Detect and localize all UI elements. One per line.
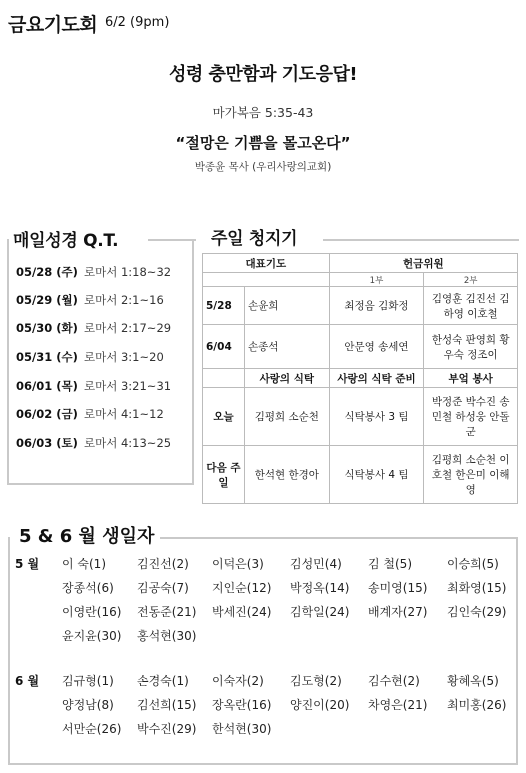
birthday-name: 이승희(5) [447, 557, 499, 571]
prayer-leader: 손종석 [244, 325, 329, 369]
offering-second: 김영훈 김진선 김하영 이호철 [424, 287, 518, 325]
kitchen-team: 김평희 소순천 이호철 한은미 이해영 [424, 446, 518, 504]
qt-verse: 로마서 3:1~20 [84, 350, 164, 364]
qt-row [16, 320, 171, 336]
qt-row [16, 264, 171, 280]
birthday-name: 서만순(26) [62, 722, 122, 736]
qt-row [16, 378, 171, 394]
page-title: 금요기도회 [8, 14, 98, 36]
birthday-name: 최화영(15) [447, 581, 507, 595]
qt-verse: 로마서 2:1~16 [84, 293, 164, 307]
sermon-reference: 마가복음 5:35-43 [212, 105, 314, 120]
qt-row [16, 435, 171, 451]
birthday-name: 김수현(2) [368, 674, 420, 688]
may-label: 5 월 [15, 557, 40, 571]
birthday-name: 김 철(5) [368, 557, 412, 571]
birthday-divider [160, 537, 518, 539]
offering-second-service: 2부 [424, 273, 518, 287]
birthday-name: 배계자(27) [368, 605, 428, 619]
birthday-name: 홍석현(30) [137, 629, 197, 643]
meal-prep-team: 식탁봉사 3 팀 [329, 388, 424, 446]
table-row [203, 287, 518, 325]
birthday-name: 이 숙(1) [62, 557, 106, 571]
birthday-name: 김학일(24) [290, 605, 350, 619]
birthday-name: 김규형(1) [62, 674, 114, 688]
birthday-name: 김도형(2) [290, 674, 342, 688]
row-date: 5/28 [203, 287, 245, 325]
birthday-name: 양정남(8) [62, 698, 114, 712]
offering-first: 최정음 김화정 [329, 287, 424, 325]
row-date: 6/04 [203, 325, 245, 369]
meal-team: 한석현 한경아 [244, 446, 329, 504]
qt-row [16, 349, 164, 365]
sermon-theme: 성령 충만함과 기도응답! [168, 64, 358, 85]
qt-date: 06/01 (목) [16, 379, 78, 393]
qt-verse: 로마서 4:13~25 [84, 436, 172, 450]
birthday-name: 이숙자(2) [212, 674, 264, 688]
birthday-name: 박세진(24) [212, 605, 272, 619]
qt-date: 05/30 (화) [16, 321, 78, 335]
birthday-name: 박정옥(14) [290, 581, 350, 595]
meal-team: 김평희 소순천 [244, 388, 329, 446]
birthday-name: 윤지윤(30) [62, 629, 122, 643]
table-row [203, 446, 518, 504]
birthday-name: 김인숙(29) [447, 605, 507, 619]
qt-row [16, 292, 164, 308]
qt-row [16, 406, 164, 422]
qt-date: 05/29 (월) [16, 293, 78, 307]
sermon-title: “절망은 기쁨을 몰고온다” [175, 134, 351, 152]
offering-header: 헌금위원 [329, 254, 517, 273]
qt-date: 06/03 (토) [16, 436, 78, 450]
sunday-heading: 주일 청지기 [207, 224, 301, 249]
sunday-stewards-table [202, 253, 518, 504]
service-date: 6/2 (9pm) [105, 15, 170, 30]
kitchen-header: 부엌 봉사 [424, 369, 518, 388]
birthday-name: 한석현(30) [212, 722, 272, 736]
birthday-name: 김선희(15) [137, 698, 197, 712]
qt-divider [148, 239, 196, 241]
birthday-heading: 5 & 6 월 생일자 [15, 522, 158, 548]
birthday-name: 황혜옥(5) [447, 674, 499, 688]
birthday-name: 김공숙(7) [137, 581, 189, 595]
birthday-name: 손경숙(1) [137, 674, 189, 688]
qt-date: 06/02 (금) [16, 407, 78, 421]
qt-verse: 로마서 3:21~31 [84, 379, 172, 393]
birthday-name: 전동준(21) [137, 605, 197, 619]
meal-header: 사랑의 식탁 [244, 369, 329, 388]
meal-prep-header: 사랑의 식탁 준비 [329, 369, 424, 388]
offering-first-service: 1부 [329, 273, 424, 287]
qt-verse: 로마서 4:1~12 [84, 407, 164, 421]
meal-prep-team: 식탁봉사 4 팀 [329, 446, 424, 504]
qt-heading: 매일성경 Q.T. [9, 226, 122, 251]
birthday-name: 이영란(16) [62, 605, 122, 619]
birthday-name: 최미홍(26) [447, 698, 507, 712]
sermon-speaker: 박종윤 목사 (우리사랑의교회) [194, 161, 332, 173]
prayer-header: 대표기도 [203, 254, 330, 273]
birthday-name: 이덕은(3) [212, 557, 264, 571]
birthday-name: 지인순(12) [212, 581, 272, 595]
qt-verse: 로마서 2:17~29 [84, 321, 172, 335]
row-label: 다음 주일 [203, 446, 245, 504]
table-row [203, 325, 518, 369]
table-row [203, 388, 518, 446]
birthday-name: 김성민(4) [290, 557, 342, 571]
birthday-name: 양진이(20) [290, 698, 350, 712]
birthday-name: 박수진(29) [137, 722, 197, 736]
birthday-name: 장옥란(16) [212, 698, 272, 712]
qt-date: 05/28 (주) [16, 265, 78, 279]
offering-first: 안문영 송세연 [329, 325, 424, 369]
qt-verse: 로마서 1:18~32 [84, 265, 172, 279]
prayer-leader: 손윤희 [244, 287, 329, 325]
offering-second: 한성숙 판영희 황우숙 정조이 [424, 325, 518, 369]
birthday-name: 송미영(15) [368, 581, 428, 595]
sunday-divider [323, 239, 519, 241]
kitchen-team: 박정준 박수진 송민철 하성웅 안돌군 [424, 388, 518, 446]
birthday-name: 장종석(6) [62, 581, 114, 595]
birthday-name: 김진선(2) [137, 557, 189, 571]
qt-date: 05/31 (수) [16, 350, 78, 364]
june-label: 6 월 [15, 674, 40, 688]
row-label: 오늘 [203, 388, 245, 446]
birthday-name: 차영은(21) [368, 698, 428, 712]
